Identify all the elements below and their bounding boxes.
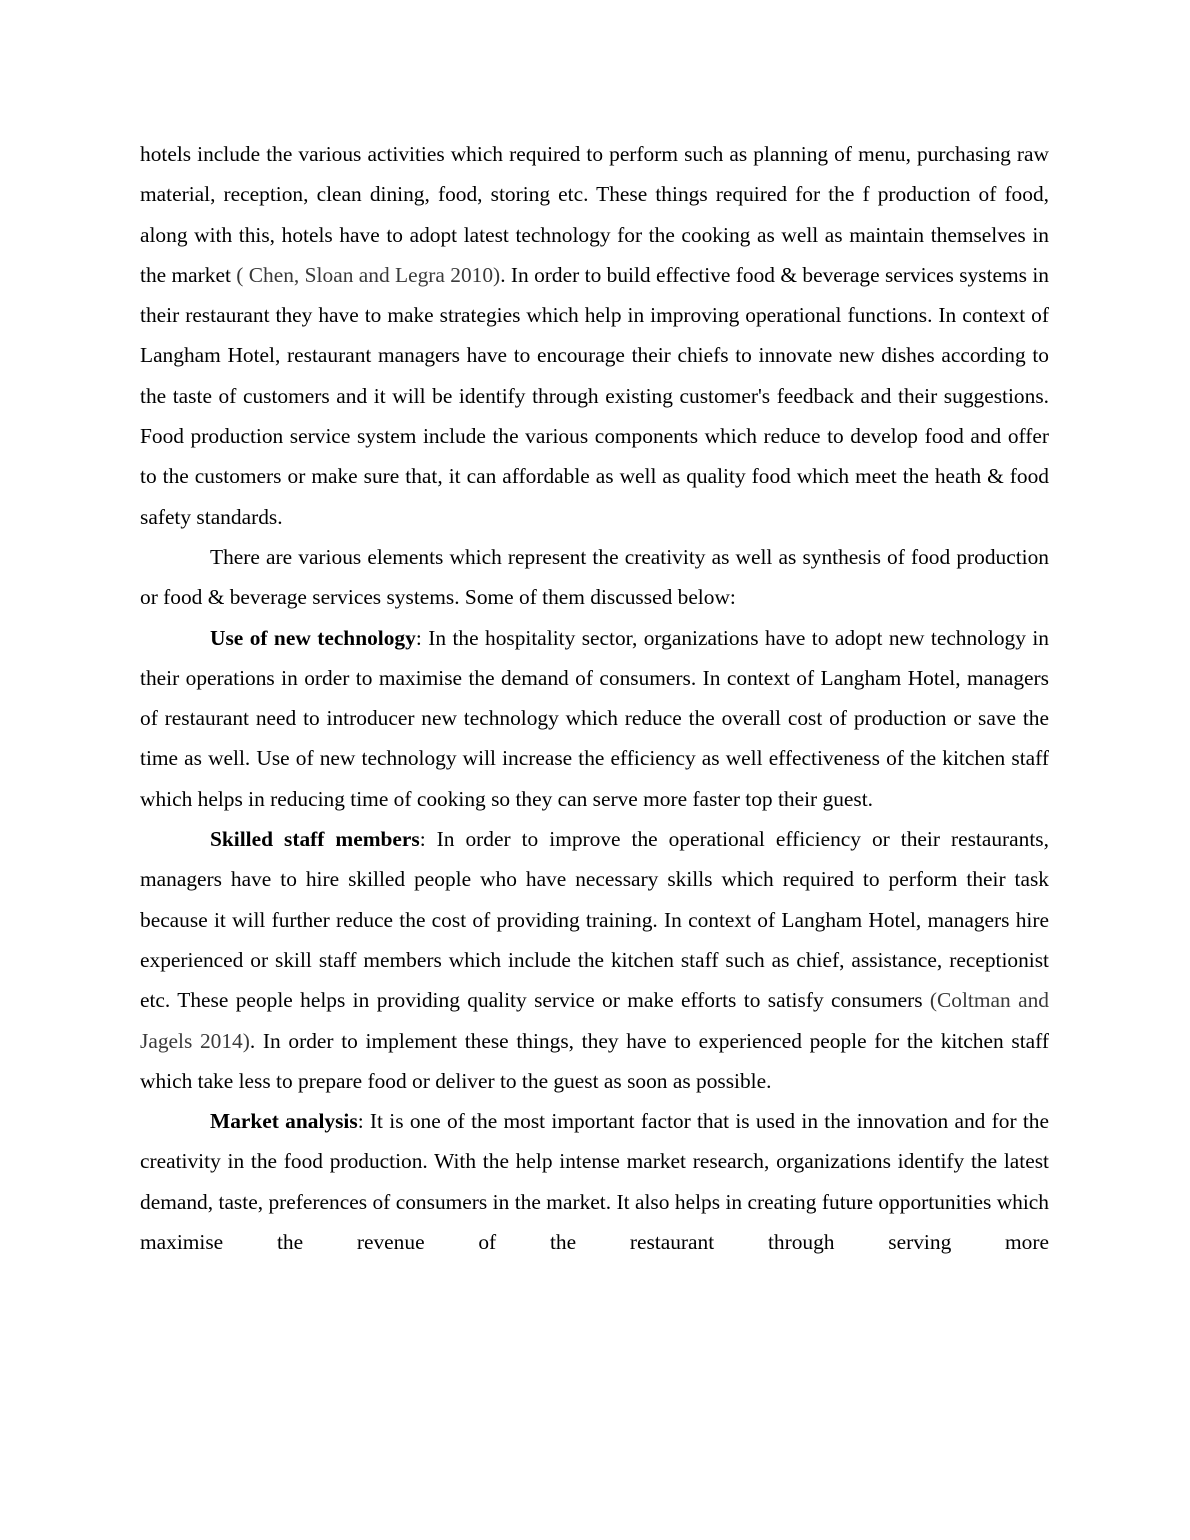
paragraph-text: . In order to build effective food & beverage services systems in their restaurant they have to make strategies which help in improving operational functions. In context of Langham Hotel, restaurant managers have to encourage their chiefs to innovate new dishes according to the taste of customers and it will be identify through existing customer's feedback and their suggestions. Food production service system include the various components which reduce to develop food and offer to the customers or make sure that, it can affordable as well as quality food which meet the heath & food safety standards. bbox=[140, 262, 1049, 529]
paragraph-hotel-activities bbox=[140, 134, 1049, 537]
paragraph-heading: Market analysis bbox=[210, 1109, 358, 1134]
paragraph-text: : It is one of the most important factor that is used in the innovation and for the creativity in the food production. With the help intense market research, organizations identify the latest demand, taste, preferences of consumers in the market. It also helps in creating future opportunities which maximise the revenue of the restaurant through serving more bbox=[140, 1109, 1049, 1255]
paragraph-heading: Skilled staff members bbox=[210, 827, 420, 852]
body-text bbox=[140, 134, 1049, 1262]
paragraph-new-technology bbox=[140, 618, 1049, 819]
paragraph-heading: Use of new technology bbox=[210, 625, 416, 650]
paragraph-skilled-staff bbox=[140, 819, 1049, 1101]
paragraph-text: : In the hospitality sector, organizations have to adopt new technology in their operations in order to maximise the demand of consumers. In context of Langham Hotel, managers of restaurant need to introducer new technology which reduce the overall cost of production or save the time as well. Use of new technology will increase the efficiency as well effectiveness of the kitchen staff which helps in reducing time of cooking so they can serve more faster top their guest. bbox=[140, 625, 1049, 811]
paragraph-text: : In order to improve the operational efficiency or their restaurants, managers have to hire skilled people who have necessary skills which required to perform their task because it will further reduce the cost of providing training. In context of Langham Hotel, managers hire experienced or skill staff members which include the kitchen staff such as chief, assistance, receptionist etc. These people helps in providing quality service or make efforts to satisfy consumers bbox=[140, 827, 1049, 1013]
citation: (Coltman and Jagels 2014) bbox=[140, 988, 1049, 1053]
paragraph-text: There are various elements which represent the creativity as well as synthesis of food production or food & beverage services systems. Some of them discussed below: bbox=[140, 544, 1049, 610]
paragraph-text: . In order to implement these things, they have to experienced people for the kitchen staff which take less to prepare food or deliver to the guest as soon as possible. bbox=[140, 1028, 1049, 1093]
paragraph-market-analysis bbox=[140, 1101, 1049, 1262]
citation: ( Chen, Sloan and Legra 2010) bbox=[236, 262, 501, 287]
paragraph-text: hotels include the various activities which required to perform such as planning of menu, purchasing raw material, reception, clean dining, food, storing etc. These things required for the f production of food, along with this, hotels have to adopt latest technology for the cooking as well as maintain themselves in the market bbox=[140, 142, 1049, 287]
paragraph-elements-intro bbox=[140, 537, 1049, 618]
